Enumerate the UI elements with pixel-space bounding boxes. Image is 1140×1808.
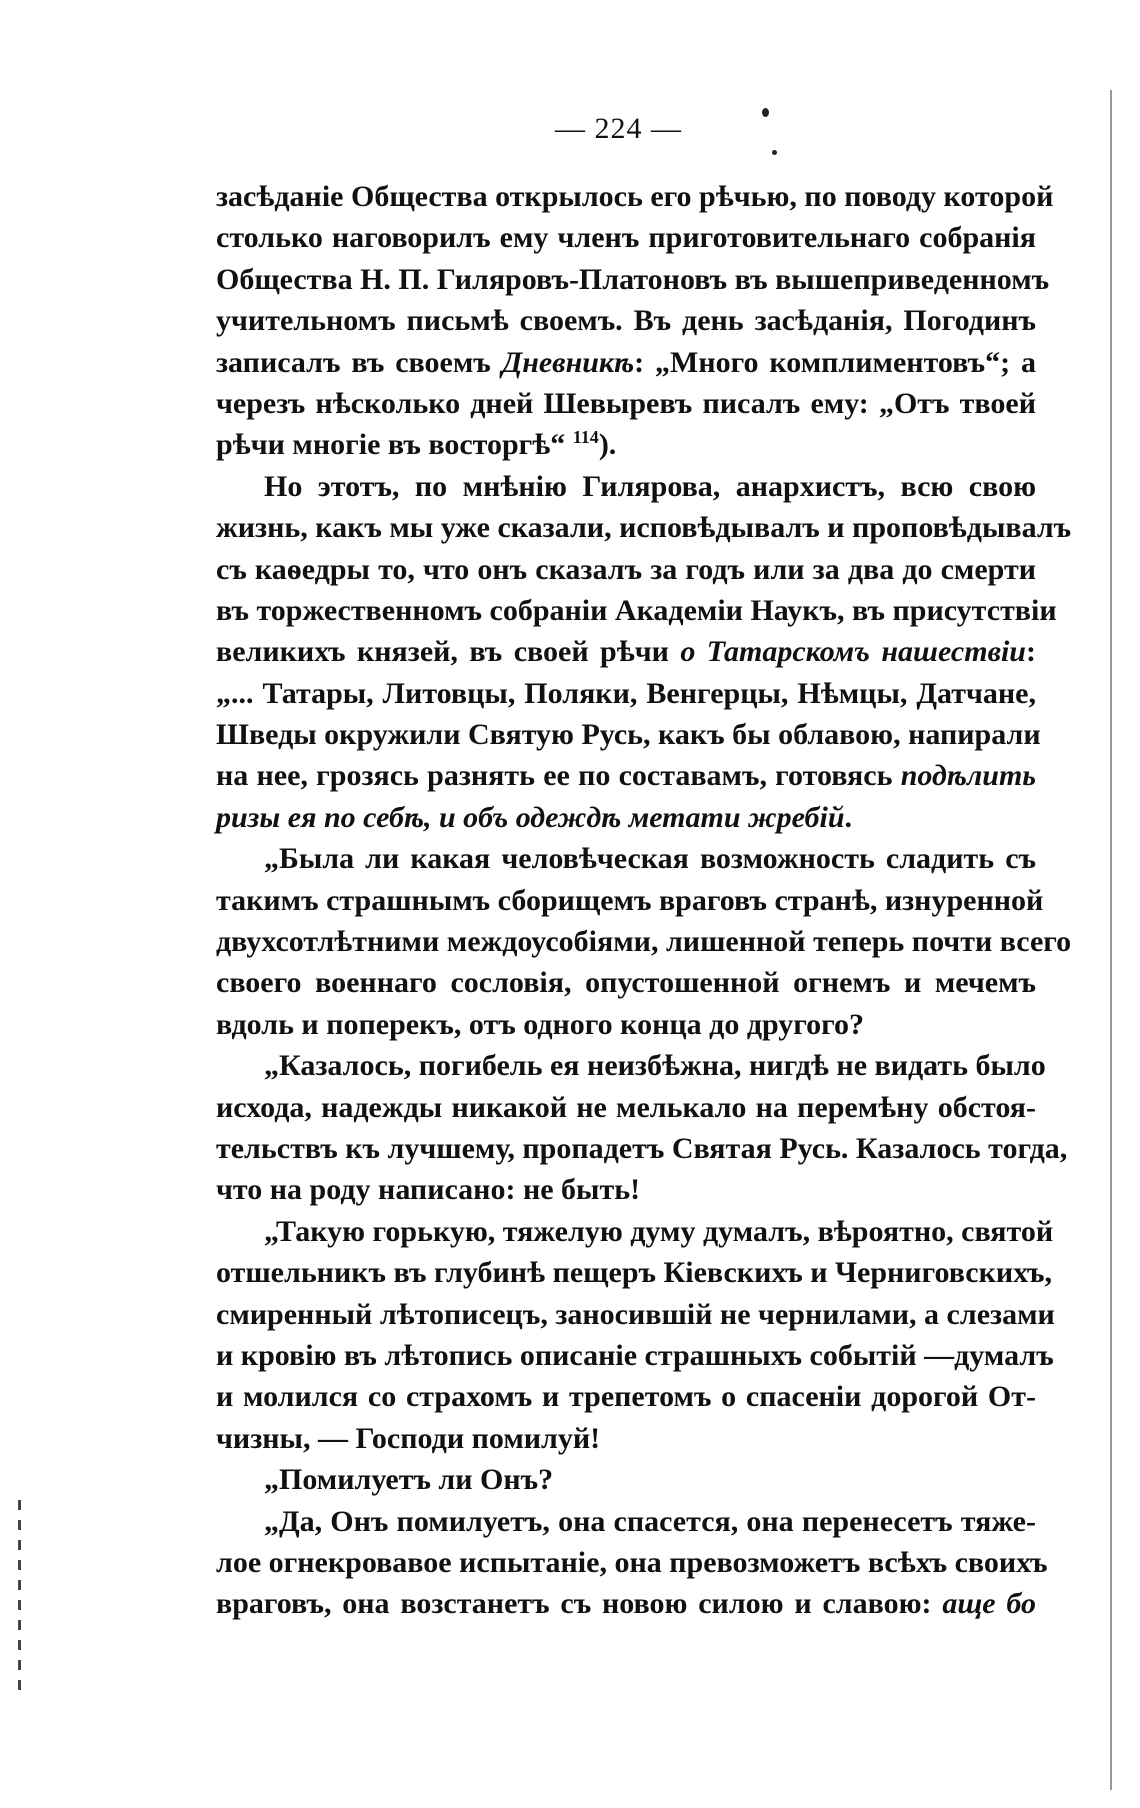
text-run: двухсотлѣтними междоусобіями, лишенной теперь почти всего <box>216 925 1072 959</box>
text-line <box>216 1087 1036 1128</box>
text-line <box>216 1459 1036 1500</box>
text-line <box>216 466 1036 507</box>
text-line <box>216 549 1036 590</box>
page-number: — 224 — <box>555 112 682 145</box>
text-line <box>216 1376 1036 1417</box>
italic-text: подѣлить <box>900 759 1036 793</box>
text-line <box>216 631 1036 672</box>
text-line <box>216 921 1072 962</box>
text-line <box>216 259 1050 300</box>
text-run: ). <box>598 428 617 462</box>
text-line <box>216 176 1054 217</box>
text-run: великихъ князей, въ своей рѣчи <box>216 635 681 669</box>
paragraph-2 <box>216 466 1072 839</box>
text-run: черезъ нѣсколько дней Шевыревъ писалъ ему: „Отъ твоей <box>216 386 1036 420</box>
scan-edge-line <box>1110 90 1112 1790</box>
text-line <box>216 1252 1053 1293</box>
text-run: „Такую горькую, тяжелую думу думалъ, вѣроятно, святой <box>264 1214 1054 1248</box>
text-line <box>216 1335 1054 1376</box>
text-run: и кровію въ лѣтопись описаніе страшныхъ событій —думалъ <box>216 1338 1054 1372</box>
text-run: „Да, Онъ помилуетъ, она спасется, она перенесетъ тяже- <box>264 1504 1036 1538</box>
text-line <box>216 673 1036 714</box>
text-line <box>216 714 1041 755</box>
text-run: : <box>1026 635 1036 669</box>
text-line <box>216 424 1036 465</box>
text-run: вдоль и поперекъ, отъ одного конца до другого? <box>216 1007 865 1041</box>
text-run: съ каѳедры то, что онъ сказалъ за годъ или за два до смерти <box>216 552 1036 586</box>
text-line <box>216 838 1036 879</box>
body-text <box>216 176 1072 1625</box>
text-line <box>216 590 1057 631</box>
text-run: и молился со страхомъ и трепетомъ о спасеніи дорогой От- <box>216 1380 1036 1414</box>
ink-speck <box>762 108 769 117</box>
text-run: Шведы окружили Святую Русь, какъ бы облавою, напирали <box>216 718 1041 752</box>
ink-speck <box>772 150 777 155</box>
text-run: чизны, — Господи помилуй! <box>216 1421 601 1455</box>
paragraph-4 <box>216 1045 1068 1211</box>
text-run: учительномъ письмѣ своемъ. Въ день засѣданія, Погодинъ <box>216 304 1036 338</box>
text-run: рѣчи многіе въ восторгѣ“ <box>216 428 573 462</box>
text-run: „Была ли какая человѣческая возможность сладить съ <box>264 842 1036 876</box>
text-run: лое огнекровавое испытаніе, она превозможетъ всѣхъ своихъ <box>216 1545 1048 1579</box>
text-line <box>216 217 1036 258</box>
text-run: тельствъ къ лучшему, пропадетъ Святая Русь. Казалось тогда, <box>216 1131 1068 1165</box>
text-line <box>216 1294 1055 1335</box>
text-run: : „Много комплиментовъ“; а <box>634 345 1037 379</box>
text-run: „Помилуетъ ли Онъ? <box>264 1463 554 1497</box>
text-run: . <box>844 800 853 834</box>
paragraph-5 <box>216 1211 1055 1459</box>
text-line <box>216 1004 1036 1045</box>
text-run: исхода, надежды никакой не мелькало на перемѣну обстоя- <box>216 1090 1036 1124</box>
text-line <box>216 755 1036 796</box>
text-run: „Казалось, погибель ея неизбѣжна, нигдѣ не видать было <box>264 1049 1046 1083</box>
italic-text: о Татарскомъ нашествіи <box>680 635 1026 669</box>
text-run: что на роду написано: не быть! <box>216 1173 641 1207</box>
text-line <box>216 507 1072 548</box>
text-run: Но этотъ, по мнѣнію Гилярова, анархистъ, всю свою <box>264 469 1036 503</box>
text-line <box>216 342 1036 383</box>
italic-text: Дневникѣ <box>501 345 635 379</box>
text-line <box>216 383 1036 424</box>
italic-text: ризы ея по себѣ, и объ одеждѣ метати жребій <box>216 800 845 834</box>
text-line <box>216 1211 1054 1252</box>
text-line <box>216 1169 1036 1210</box>
text-line <box>216 880 1044 921</box>
text-line <box>216 1045 1046 1086</box>
text-line <box>216 300 1036 341</box>
scan-edge-dashes <box>18 1500 21 1700</box>
text-run: „... Татары, Литовцы, Поляки, Венгерцы, Нѣмцы, Датчане, <box>216 676 1036 710</box>
paragraph-3 <box>216 838 1072 1045</box>
footnote-ref: 114 <box>572 427 599 448</box>
paragraph-6 <box>216 1459 1036 1500</box>
text-line <box>216 797 1036 838</box>
text-run: отшельникъ въ глубинѣ пещеръ Кіевскихъ и Черниговскихъ, <box>216 1256 1053 1290</box>
text-line <box>216 1128 1068 1169</box>
text-line <box>216 1418 1036 1459</box>
text-line <box>216 1501 1036 1542</box>
text-run: Общества Н. П. Гиляровъ-Платоновъ въ вышеприведенномъ <box>216 262 1050 296</box>
text-run: столько наговорилъ ему членъ приготовительнаго собранія <box>216 221 1036 255</box>
paragraph-7 <box>216 1501 1048 1625</box>
text-line <box>216 1583 1036 1624</box>
text-line <box>216 962 1036 1003</box>
paragraph-1 <box>216 176 1054 466</box>
text-run: записалъ въ своемъ <box>216 345 502 379</box>
text-line <box>216 1542 1048 1583</box>
text-run: смиренный лѣтописецъ, заносившій не чернилами, а слезами <box>216 1297 1055 1331</box>
text-run: на нее, грозясь разнять ее по составамъ, готовясь <box>216 759 901 793</box>
text-run: враговъ, она возстанетъ съ новою силою и славою: <box>216 1587 943 1621</box>
italic-text: аще бо <box>942 1587 1036 1621</box>
text-run: такимъ страшнымъ сборищемъ враговъ странѣ, изнуренной <box>216 883 1044 917</box>
text-run: жизнь, какъ мы уже сказали, исповѣдывалъ и проповѣдывалъ <box>216 511 1072 545</box>
text-run: въ торжественномъ собраніи Академіи Наукъ, въ присутствіи <box>216 593 1057 627</box>
text-run: своего военнаго сословія, опустошенной огнемъ и мечемъ <box>216 966 1036 1000</box>
text-run: засѣданіе Общества открылось его рѣчью, по поводу которой <box>216 180 1054 213</box>
